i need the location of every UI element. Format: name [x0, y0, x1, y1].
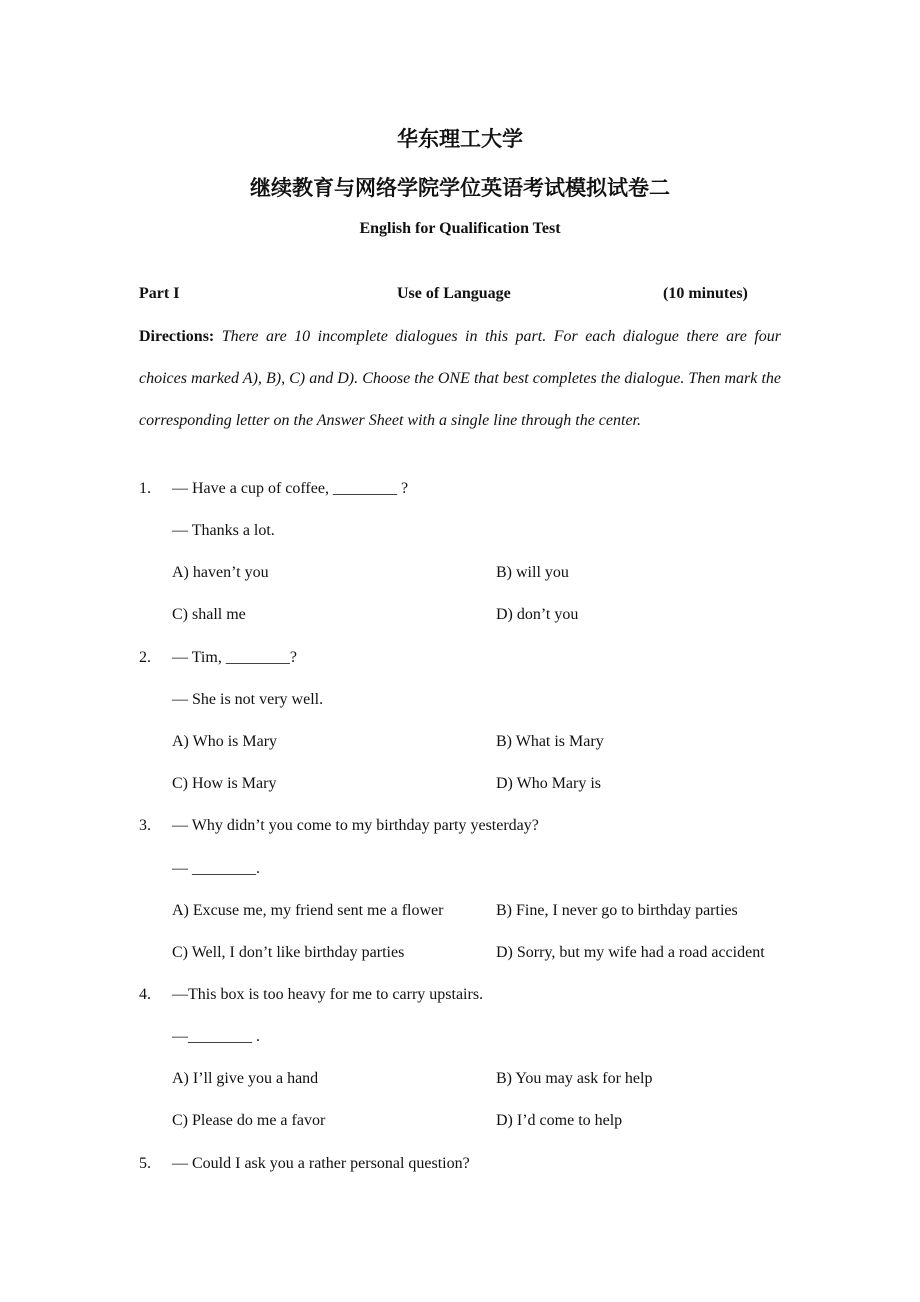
- part-header: [139, 285, 781, 307]
- directions: [139, 316, 781, 442]
- directions-text: There are 10 incomplete dialogues in this part. For each dialogue there are four choices marked A), B), C) and D). Choose the ONE that best completes the dialogue. Then mark the corresponding letter on the Answer Sheet with a single line through the center.: [139, 328, 782, 429]
- option-b: B) You may ask for help: [496, 1070, 653, 1087]
- option-c: C) Well, I don’t like birthday parties: [172, 944, 405, 961]
- question-number: 2.: [139, 649, 151, 666]
- option-c: C) How is Mary: [172, 775, 277, 792]
- option-b: B) Fine, I never go to birthday parties: [496, 902, 738, 919]
- question-reply: — Thanks a lot.: [172, 522, 275, 539]
- option-b: B) will you: [496, 564, 569, 581]
- question-reply: —________ .: [172, 1028, 260, 1045]
- question-number: 5.: [139, 1155, 151, 1172]
- question-prompt: —This box is too heavy for me to carry upstairs.: [172, 986, 484, 1003]
- option-c: C) shall me: [172, 606, 246, 623]
- question-prompt: — Could I ask you a rather personal question?: [172, 1155, 470, 1172]
- question-number: 4.: [139, 986, 151, 1003]
- exam-title: 继续教育与网络学院学位英语考试模拟试卷二: [250, 176, 670, 200]
- question-prompt: — Tim, ________?: [172, 649, 297, 666]
- question-reply: — ________.: [172, 860, 260, 877]
- part-time: (10 minutes): [663, 285, 748, 302]
- option-b: B) What is Mary: [496, 733, 604, 750]
- exam-subtitle: English for Qualification Test: [359, 220, 561, 237]
- option-a: A) Who is Mary: [172, 733, 278, 750]
- question-number: 1.: [139, 480, 151, 497]
- option-d: D) don’t you: [496, 606, 579, 623]
- directions-label: Directions:: [139, 328, 215, 345]
- option-a: A) I’ll give you a hand: [172, 1070, 319, 1087]
- option-c: C) Please do me a favor: [172, 1112, 326, 1129]
- option-a: A) haven’t you: [172, 564, 269, 581]
- question-prompt: — Have a cup of coffee, ________ ?: [172, 480, 409, 497]
- question-prompt: — Why didn’t you come to my birthday party yesterday?: [172, 817, 539, 834]
- option-d: D) Sorry, but my wife had a road accident: [496, 944, 765, 961]
- university-title: 华东理工大学: [397, 127, 523, 151]
- option-a: A) Excuse me, my friend sent me a flower: [172, 902, 444, 919]
- question-number: 3.: [139, 817, 151, 834]
- part-label: Part I: [139, 285, 180, 302]
- option-d: D) Who Mary is: [496, 775, 602, 792]
- question-reply: — She is not very well.: [172, 691, 324, 708]
- part-name: Use of Language: [397, 285, 511, 302]
- option-d: D) I’d come to help: [496, 1112, 623, 1129]
